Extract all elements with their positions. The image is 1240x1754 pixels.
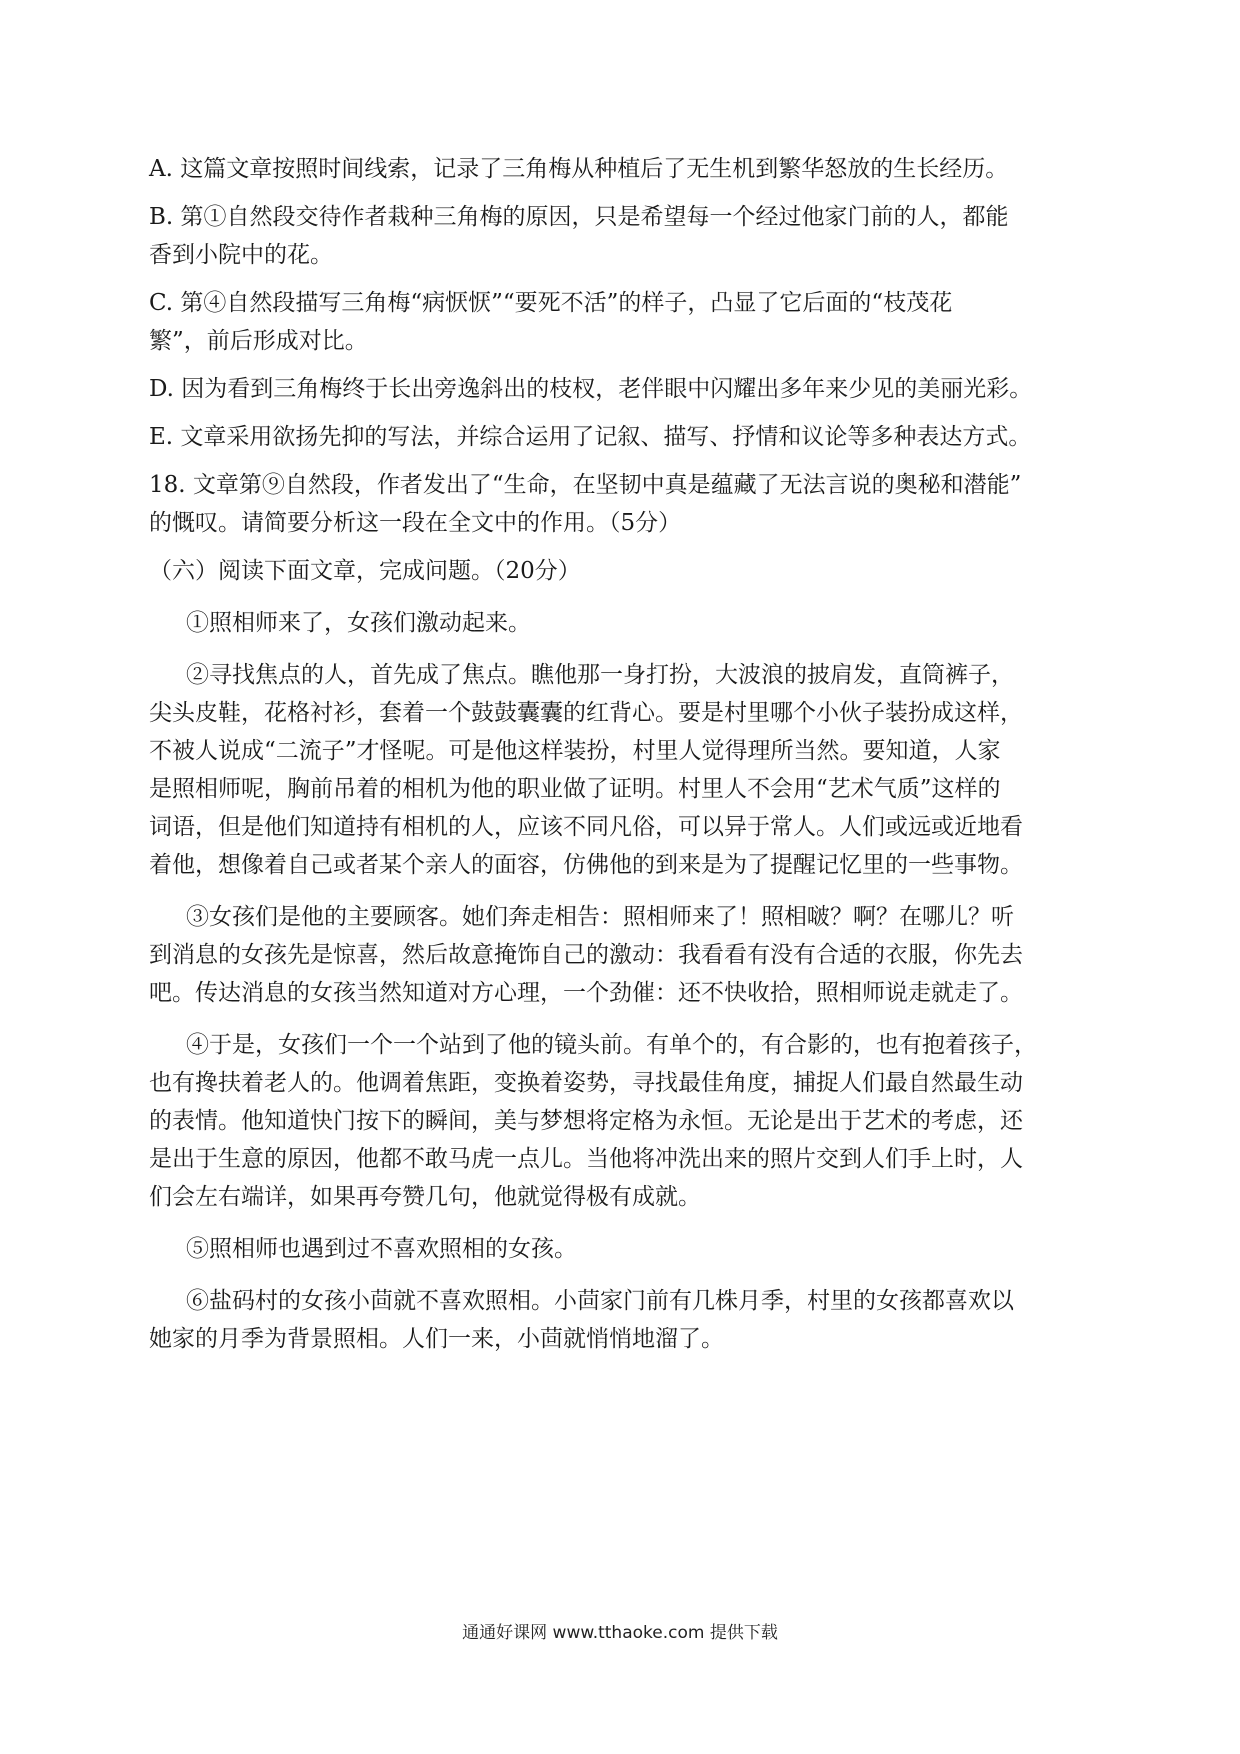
option-b — [149, 198, 1089, 274]
paragraph-line: 词语，但是他们知道持有相机的人，应该不同凡俗，可以异于常人。人们或远或近地看 — [149, 814, 1023, 840]
document-page — [149, 150, 1089, 1372]
paragraph-line: 不被人说成“二流子”才怪呢。可是他这样装扮，村里人觉得理所当然。要知道，人家 — [149, 738, 1001, 764]
paragraph-line: ⑥盐码村的女孩小茴就不喜欢照相。小茴家门前有几株月季，村里的女孩都喜欢以 — [186, 1288, 1014, 1314]
paragraph-line: 是出于生意的原因，他都不敢马虎一点儿。当他将冲洗出来的照片交到人们手上时，人 — [149, 1146, 1023, 1172]
reading-passage — [149, 604, 1089, 1358]
paragraph-line: ②寻找焦点的人，首先成了焦点。瞧他那一身打扮，大波浪的披肩发，直筒裤子， — [186, 662, 1014, 688]
option-d: D. 因为看到三角梅终于长出旁逸斜出的枝杈，老伴眼中闪耀出多年来少见的美丽光彩。 — [149, 376, 1033, 402]
paragraph-line: ④于是，女孩们一个一个站到了他的镜头前。有单个的，有合影的，也有抱着孩子， — [186, 1032, 1037, 1058]
paragraph-2 — [149, 656, 1089, 884]
paragraph-4 — [149, 1026, 1089, 1216]
option-c-line: 繁”，前后形成对比。 — [149, 328, 368, 354]
option-b-line: 香到小院中的花。 — [149, 242, 333, 268]
answer-options — [149, 150, 1089, 456]
paragraph-line: ③女孩们是他的主要顾客。她们奔走相告：照相师来了！照相啵？啊？在哪儿？听 — [186, 904, 1014, 930]
option-c — [149, 284, 1089, 360]
paragraph-line: ①照相师来了，女孩们激动起来。 — [186, 610, 531, 636]
option-b-line: B. 第①自然段交待作者栽种三角梅的原因，只是希望每一个经过他家门前的人，都能 — [149, 204, 1009, 230]
paragraph-line: 也有搀扶着老人的。他调着焦距，变换着姿势，寻找最佳角度，捕捉人们最自然最生动 — [149, 1070, 1023, 1096]
paragraph-line: 吧。传达消息的女孩当然知道对方心理，一个劲催：还不快收拾，照相师说走就走了。 — [149, 980, 1023, 1006]
option-e: E. 文章采用欲扬先抑的写法，并综合运用了记叙、描写、抒情和议论等多种表达方式。 — [149, 424, 1032, 450]
page-footer: 通通好课网 www.tthaoke.com 提供下载 — [462, 1623, 778, 1643]
paragraph-6 — [149, 1282, 1089, 1358]
paragraph-line: 到消息的女孩先是惊喜，然后故意掩饰自己的激动：我看看有没有合适的衣服，你先去 — [149, 942, 1023, 968]
paragraph-line: 是照相师呢，胸前吊着的相机为他的职业做了证明。村里人不会用“艺术气质”这样的 — [149, 776, 1001, 802]
question-18-line: 的慨叹。请简要分析这一段在全文中的作用。（5分） — [149, 510, 682, 536]
question-18 — [149, 466, 1089, 542]
paragraph-3 — [149, 898, 1089, 1012]
section-6-heading: （六）阅读下面文章，完成问题。（20分） — [149, 558, 581, 584]
paragraph-line: 着他，想像着自己或者某个亲人的面容，仿佛他的到来是为了提醒记忆里的一些事物。 — [149, 852, 1023, 878]
option-c-line: C. 第④自然段描写三角梅“病恹恹”“要死不活”的样子，凸显了它后面的“枝茂花 — [149, 290, 953, 316]
option-a: A. 这篇文章按照时间线索，记录了三角梅从种植后了无生机到繁华怒放的生长经历。 — [149, 156, 1009, 182]
paragraph-1 — [149, 604, 1089, 642]
paragraph-line: 尖头皮鞋，花格衬衫，套着一个鼓鼓囊囊的红背心。要是村里哪个小伙子装扮成这样， — [149, 700, 1023, 726]
paragraph-5 — [149, 1230, 1089, 1268]
paragraph-line: ⑤照相师也遇到过不喜欢照相的女孩。 — [186, 1236, 577, 1262]
question-18-line: 18. 文章第⑨自然段，作者发出了“生命，在坚韧中真是蕴藏了无法言说的奥秘和潜能” — [149, 472, 1022, 498]
paragraph-line: 她家的月季为背景照相。人们一来，小茴就悄悄地溜了。 — [149, 1326, 724, 1352]
paragraph-line: 们会左右端详，如果再夸赞几句，他就觉得极有成就。 — [149, 1184, 701, 1210]
paragraph-line: 的表情。他知道快门按下的瞬间，美与梦想将定格为永恒。无论是出于艺术的考虑，还 — [149, 1108, 1023, 1134]
